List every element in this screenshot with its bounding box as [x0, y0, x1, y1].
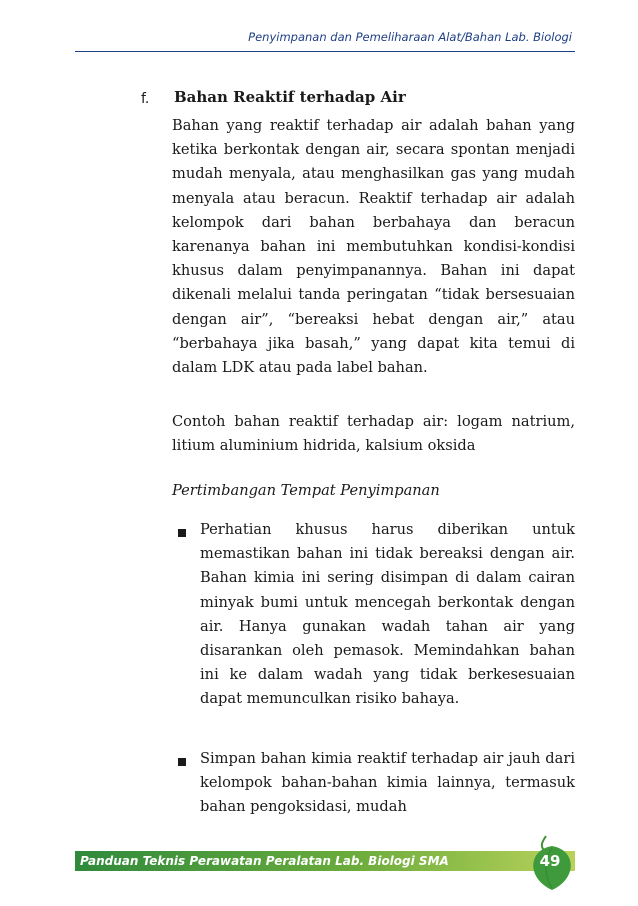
running-header: Penyimpanan dan Pemeliharaan Alat/Bahan Lab. Biologi: [248, 30, 572, 44]
bullet-item: Perhatian khusus harus diberikan untuk memastikan bahan ini tidak bereaksi dengan air. Bahan kimia ini sering disimpan di dalam cairan minyak bumi untuk mencegah berkontak dengan air. Hanya gunakan wadah tahan air yang disarankan oleh pemasok. Memindahkan bahan ini ke dalam wadah yang tidak berkesesuaian dapat memunculkan risiko bahaya.: [200, 521, 575, 708]
paragraph-definition: Bahan yang reaktif terhadap air adalah bahan yang ketika berkontak dengan air, secara spontan menjadi mudah menyala, atau menghasilkan gas yang mudah menyala atau beracun. Reaktif terhadap air adalah kelompok dari bahan berbahaya dan beracun karenanya bahan ini membutuhkan kondisi-kondisi khusus dalam penyimpanannya. Bahan ini dapat dikenali melalui tanda peringatan “tidak bersesuaian dengan air”, “bereaksi hebat dengan air,” atau “berbahaya jika basah,” yang dapat kita temui di dalam LDK atau pada label bahan.: [172, 117, 575, 377]
section-marker: f.: [141, 91, 150, 107]
bullet-item: Simpan bahan kimia reaktif terhadap air jauh dari kelompok bahan-bahan kimia lainnya, termasuk bahan pengoksidasi, mudah: [200, 750, 575, 816]
header-rule: [75, 51, 575, 52]
square-bullet-icon: [178, 529, 186, 537]
footer-book-title: Panduan Teknis Perawatan Peralatan Lab. Biologi SMA: [80, 854, 449, 868]
storage-subheading: Pertimbangan Tempat Penyimpanan: [172, 482, 440, 499]
paragraph-examples: Contoh bahan reaktif terhadap air: logam natrium, litium aluminium hidrida, kalsium oksida: [172, 413, 575, 455]
page-number: 49: [539, 852, 561, 870]
section-title: Bahan Reaktif terhadap Air: [174, 88, 406, 106]
square-bullet-icon: [178, 758, 186, 766]
